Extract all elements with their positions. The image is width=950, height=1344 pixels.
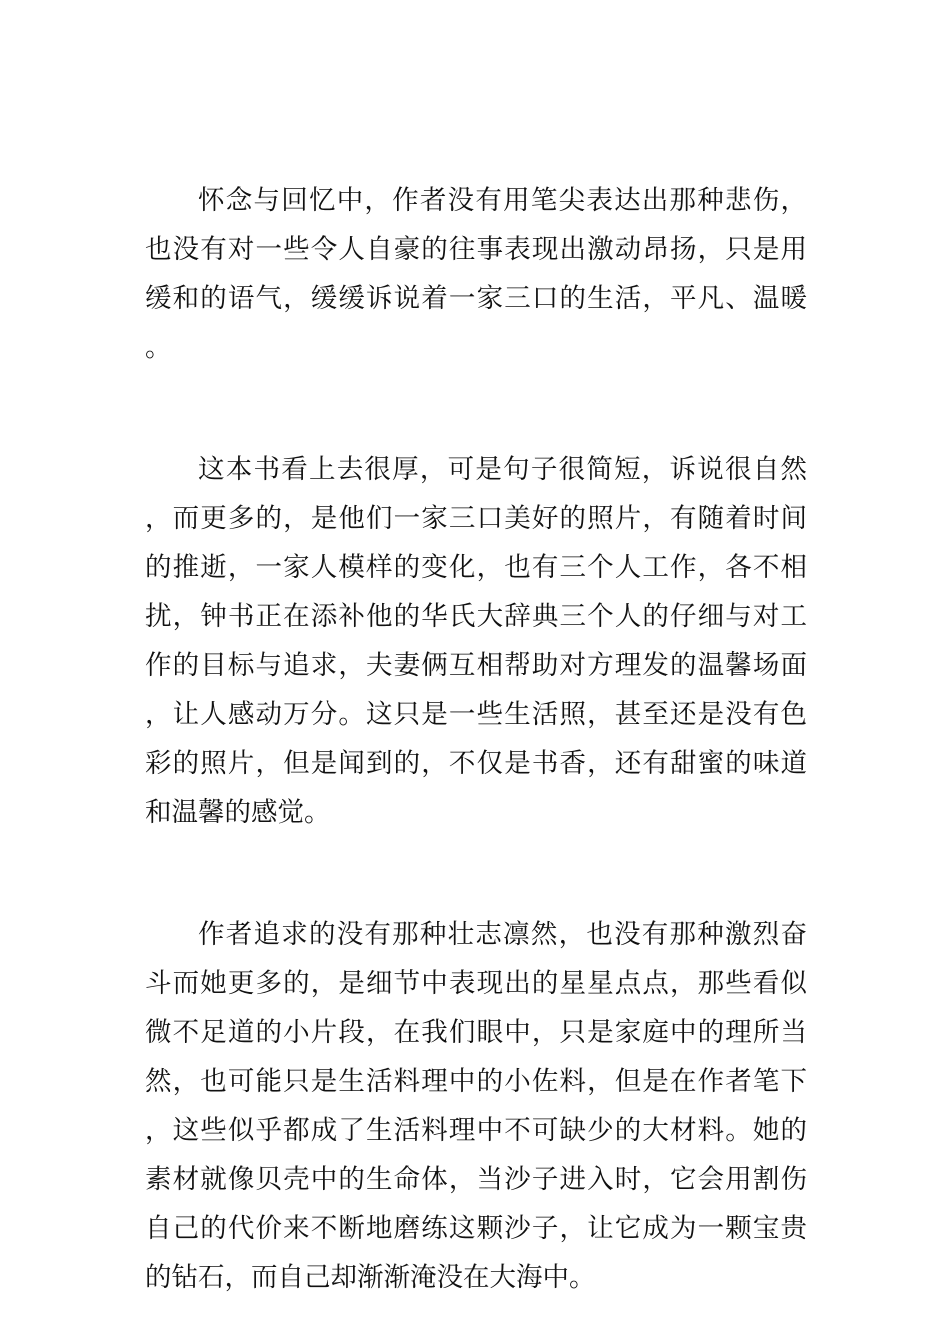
document-body [145,176,807,1302]
paragraph-1: 怀念与回忆中，作者没有用笔尖表达出那种悲伤，也没有对一些令人自豪的往事表现出激动昂扬，只是用缓和的语气，缓缓诉说着一家三口的生活，平凡、温暖。 [145,185,807,363]
paragraph-3: 作者追求的没有那种壮志凛然，也没有那种激烈奋斗而她更多的，是细节中表现出的星星点点，那些看似微不足道的小片段，在我们眼中，只是家庭中的理所当然，也可能只是生活料理中的小佐料，但是在作者笔下，这些似乎都成了生活料理中不可缺少的大材料。她的素材就像贝壳中的生命体，当沙子进入时，它会用割伤自己的代价来不断地磨练这颗沙子，让它成为一颗宝贵的钻石，而自己却渐渐淹没在大海中。 [145,919,807,1293]
paragraph-2: 这本书看上去很厚，可是句子很简短，诉说很自然，而更多的，是他们一家三口美好的照片，有随着时间的推逝，一家人模样的变化，也有三个人工作，各不相扰，钟书正在添补他的华氏大辞典三个人的仔细与对工作的目标与追求，夫妻俩互相帮助对方理发的温馨场面，让人感动万分。这只是一些生活照，甚至还是没有色彩的照片，但是闻到的，不仅是书香，还有甜蜜的味道和温馨的感觉。 [145,454,807,828]
